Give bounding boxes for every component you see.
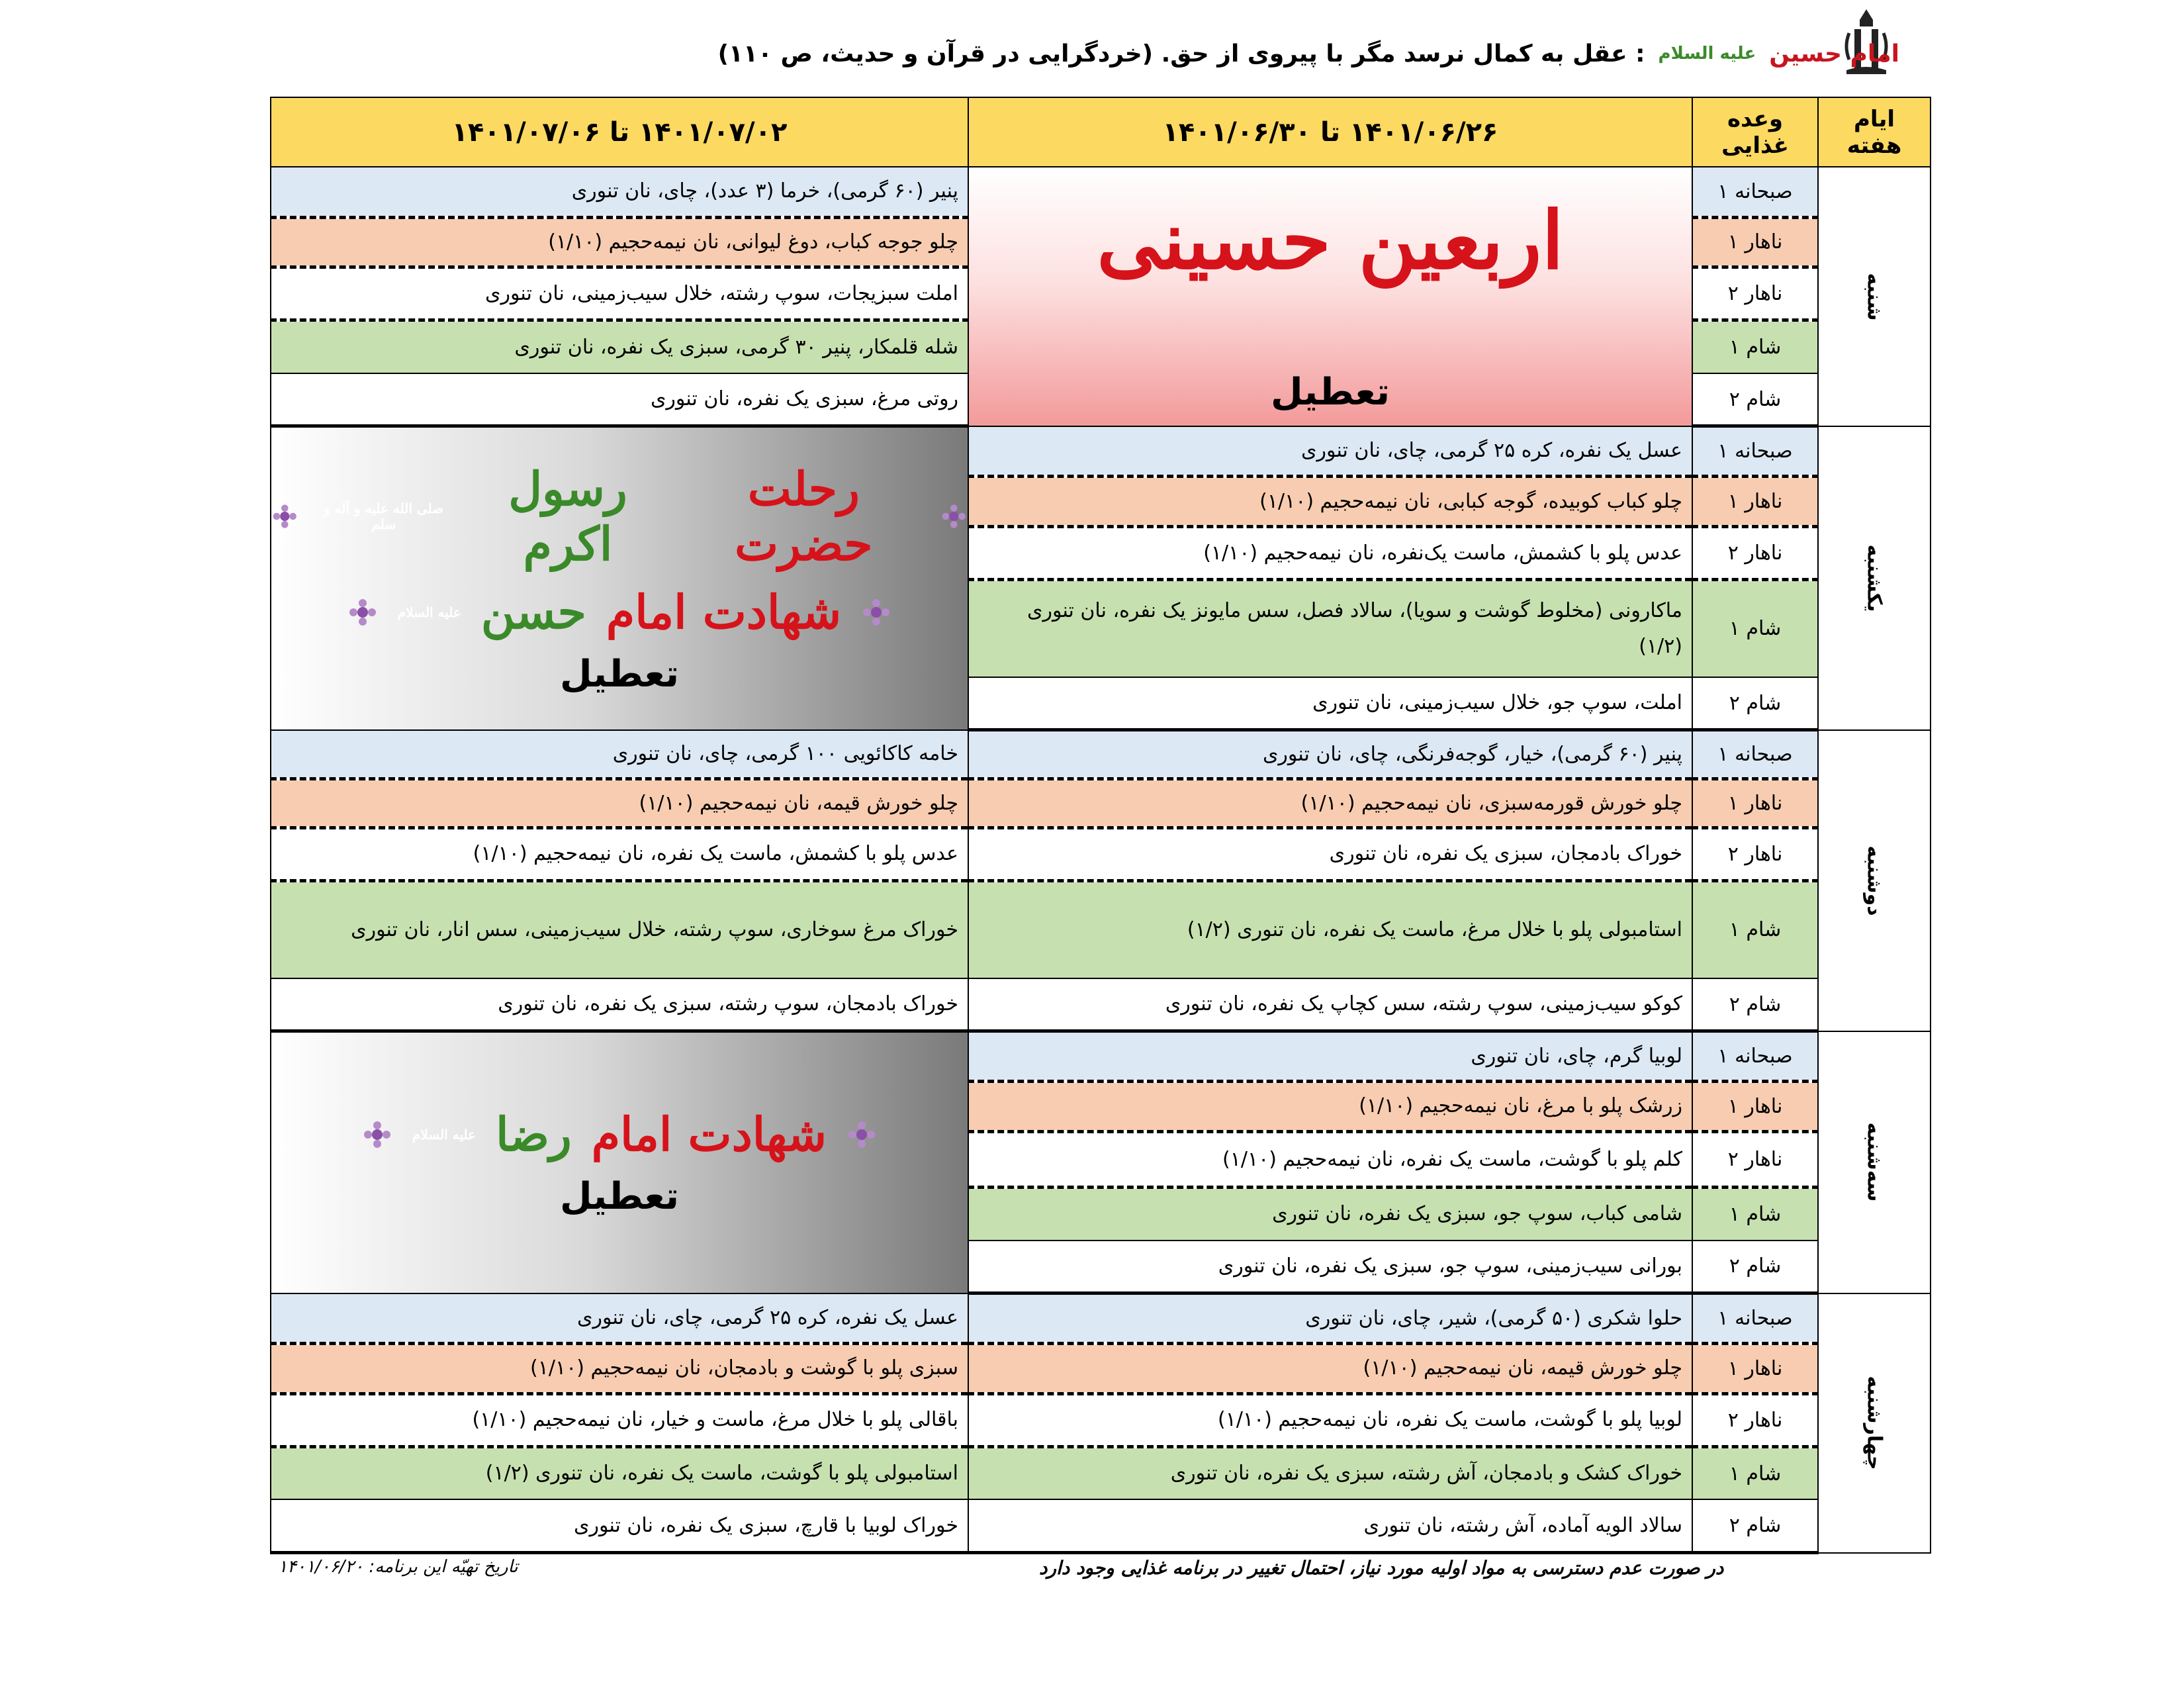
page-header [717, 24, 1899, 83]
day-cell-sunday: یکشنبه [1818, 426, 1931, 730]
holiday-status: تعطیل [559, 1175, 680, 1219]
table-row [271, 1446, 1931, 1499]
table-header-row [271, 97, 1931, 167]
table-row [271, 426, 1931, 477]
menu-cell: کوکو سیب‌زمینی، سوپ رشته، سس کچاپ یک نفره، نان تنوری [968, 978, 1692, 1031]
menu-cell: سالاد الویه آماده، آش رشته، نان تنوری [968, 1499, 1692, 1552]
table-row [271, 1031, 1931, 1082]
menu-cell: چلو جوجه کباب، دوغ لیوانی، نان نیمه‌حجیم (۱/۱۰) [271, 217, 968, 267]
menu-cell: استامبولی پلو با گوشت، ماست یک نفره، نان تنوری (۱/۲) [271, 1446, 968, 1499]
hasan-line [347, 585, 891, 639]
meal-label: صبحانه ۱ [1692, 167, 1818, 217]
menu-cell: عسل یک نفره، کره ۲۵ گرمی، چای، نان تنوری [968, 426, 1692, 477]
menu-cell: زرشک پلو با مرغ، نان نیمه‌حجیم (۱/۱۰) [968, 1082, 1692, 1132]
meal-label: شام ۱ [1692, 1446, 1818, 1499]
menu-cell: عسل یک نفره، کره ۲۵ گرمی، چای، نان تنوری [271, 1293, 968, 1344]
menu-cell: خوراک بادمجان، سبزی یک نفره، نان تنوری [968, 827, 1692, 880]
table-row [271, 827, 1931, 880]
prophet-line [271, 461, 968, 571]
table-row [271, 1393, 1931, 1446]
menu-cell: کلم پلو با گوشت، ماست یک نفره، نان نیمه‌حجیم (۱/۱۰) [968, 1131, 1692, 1187]
table-row [271, 1343, 1931, 1393]
holiday-status: تعطیل [1270, 370, 1390, 414]
table-row [271, 779, 1931, 828]
reza-text-2: رضا [496, 1107, 572, 1162]
meal-label: ناهار ۱ [1692, 1082, 1818, 1132]
weekly-food-menu-table [270, 97, 1931, 1554]
table-row [271, 730, 1931, 779]
menu-cell: شله قلمکار، پنیر ۳۰ گرمی، سبزی یک نفره، نان تنوری [271, 320, 968, 373]
day-cell-monday: دوشنبه [1818, 730, 1931, 1031]
menu-cell: چلو خورش قیمه، نان نیمه‌حجیم (۱/۱۰) [968, 1343, 1692, 1393]
menu-cell: خوراک کشک و بادمجان، آش رشته، سبزی یک نفره، نان تنوری [968, 1446, 1692, 1499]
meal-label: شام ۲ [1692, 1499, 1818, 1552]
holiday-status: تعطیل [559, 653, 680, 696]
prophet-text-2: رسول اکرم [508, 461, 627, 572]
col-meal-header: وعده غذایی [1692, 97, 1818, 167]
menu-cell: حلوا شکری (۵۰ گرمی)، شیر، چای، نان تنوری [968, 1293, 1692, 1344]
header-quote: : عقل به کمال نرسد مگر با پیروی از حق. (خردگرایی در قرآن و حدیث، ص ۱۱۰) [717, 40, 1645, 68]
week1-range-header: ۱۴۰۱/۰۶/۲۶ تا ۱۴۰۱/۰۶/۳۰ [968, 97, 1692, 167]
table-row [271, 1499, 1931, 1552]
reza-honorific: علیه السلام [412, 1126, 477, 1143]
meal-label: صبحانه ۱ [1692, 1031, 1818, 1082]
flower-ornament-icon [347, 597, 378, 628]
meal-label: ناهار ۲ [1692, 267, 1818, 320]
meal-label: شام ۱ [1692, 320, 1818, 373]
menu-cell: املت، سوپ جو، خلال سیب‌زمینی، نان تنوری [968, 677, 1692, 730]
reza-line [362, 1107, 877, 1162]
meal-label: شام ۲ [1692, 677, 1818, 730]
meal-label: شام ۱ [1692, 880, 1818, 978]
week2-range-header: ۱۴۰۱/۰۷/۰۲ تا ۱۴۰۱/۰۷/۰۶ [271, 97, 968, 167]
table-row [271, 978, 1931, 1031]
meal-label: شام ۲ [1692, 373, 1818, 426]
day-cell-saturday: شنبه [1818, 167, 1931, 426]
menu-cell: عدس پلو با کشمش، ماست یک‌نفره، نان نیمه‌حجیم (۱/۱۰) [968, 527, 1692, 580]
menu-cell: شامی کباب، سوپ جو، سبزی یک نفره، نان تنوری [968, 1188, 1692, 1241]
meal-label: ناهار ۲ [1692, 1393, 1818, 1446]
meal-label: ناهار ۱ [1692, 477, 1818, 527]
reza-text-1: شهادت امام [591, 1107, 827, 1162]
menu-cell: سبزی پلو با گوشت و بادمجان، نان نیمه‌حجیم (۱/۱۰) [271, 1343, 968, 1393]
menu-cell: ماکارونی (مخلوط گوشت و سویا)، سالاد فصل، سس مایونز یک نفره، نان تنوری (۱/۲) [968, 580, 1692, 677]
hasan-text-1: شهادت امام [606, 585, 842, 640]
meal-label: شام ۲ [1692, 978, 1818, 1031]
menu-cell: لوبیا پلو با گوشت، ماست یک نفره، نان نیمه‌حجیم (۱/۱۰) [968, 1393, 1692, 1446]
prophet-hasan-holiday-panel [271, 426, 968, 730]
menu-cell: پنیر (۶۰ گرمی)، خیار، گوجه‌فرنگی، چای، نان تنوری [968, 730, 1692, 779]
prophet-text-1: رحلت حضرت [735, 461, 873, 572]
menu-cell: عدس پلو با کشمش، ماست یک نفره، نان نیمه‌حجیم (۱/۱۰) [271, 827, 968, 880]
table-row [271, 880, 1931, 978]
menu-cell: خامه کاکائویی ۱۰۰ گرمی، چای، نان تنوری [271, 730, 968, 779]
menu-cell: چلو کباب کوبیده، گوجه کبابی، نان نیمه‌حجیم (۱/۱۰) [968, 477, 1692, 527]
day-cell-tuesday: سه‌شنبه [1818, 1031, 1931, 1293]
arbaeen-title: اربعین حسینی [1097, 194, 1564, 288]
menu-cell: لوبیا گرم، چای، نان تنوری [968, 1031, 1692, 1082]
flower-ornament-icon [846, 1119, 877, 1150]
menu-cell: املت سبزیجات، سوپ رشته، خلال سیب‌زمینی، نان تنوری [271, 267, 968, 320]
meal-label: صبحانه ۱ [1692, 1293, 1818, 1344]
meal-label: صبحانه ۱ [1692, 426, 1818, 477]
menu-cell: پنیر (۶۰ گرمی)، خرما (۳ عدد)، چای، نان تنوری [271, 167, 968, 217]
meal-label: شام ۱ [1692, 1188, 1818, 1241]
menu-cell: باقالی پلو با خلال مرغ، ماست و خیار، نان نیمه‌حجیم (۱/۱۰) [271, 1393, 968, 1446]
meal-label: ناهار ۱ [1692, 217, 1818, 267]
arbaeen-holiday-panel [968, 167, 1692, 426]
meal-label: ناهار ۲ [1692, 827, 1818, 880]
menu-cell: چلو خورش قیمه، نان نیمه‌حجیم (۱/۱۰) [271, 779, 968, 828]
col-day-header: ایام هفته [1818, 97, 1931, 167]
footer-prepared-date: تاریخ تهیّه این برنامه: ۱۴۰۱/۰۶/۲۰ [278, 1557, 518, 1577]
hasan-honorific: علیه السلام [397, 604, 461, 620]
menu-cell: روتی مرغ، سبزی یک نفره، نان تنوری [271, 373, 968, 426]
meal-label: صبحانه ۱ [1692, 730, 1818, 779]
footer-note: در صورت عدم دسترسی به مواد اولیه مورد نیاز، احتمال تغییر در برنامه غذایی وجود دارد [1039, 1557, 1724, 1579]
meal-label: ناهار ۲ [1692, 527, 1818, 580]
day-cell-wednesday: چهارشنبه [1818, 1293, 1931, 1553]
hasan-text-2: حسن [480, 585, 586, 640]
reza-holiday-panel [271, 1031, 968, 1293]
meal-label: شام ۲ [1692, 1241, 1818, 1293]
flower-ornament-icon [861, 597, 891, 628]
meal-label: ناهار ۱ [1692, 779, 1818, 828]
flower-ornament-icon [362, 1119, 392, 1150]
table-row [271, 1293, 1931, 1344]
flower-ornament-icon [271, 501, 298, 532]
menu-cell: استامبولی پلو با خلال مرغ، ماست یک نفره، نان تنوری (۱/۲) [968, 880, 1692, 978]
header-honorific: علیه السلام [1658, 44, 1756, 64]
menu-cell: خوراک لوبیا با قارچ، سبزی یک نفره، نان تنوری [271, 1499, 968, 1552]
flower-ornament-icon [940, 501, 968, 532]
meal-label: ناهار ۱ [1692, 1343, 1818, 1393]
meal-label: شام ۱ [1692, 580, 1818, 677]
menu-cell: چلو خورش قورمه‌سبزی، نان نیمه‌حجیم (۱/۱۰) [968, 779, 1692, 828]
menu-cell: بورانی سیب‌زمینی، سوپ جو، سبزی یک نفره، نان تنوری [968, 1241, 1692, 1293]
table-row [271, 167, 1931, 217]
meal-label: ناهار ۲ [1692, 1131, 1818, 1187]
menu-cell: خوراک مرغ سوخاری، سوپ رشته، خلال سیب‌زمینی، سس انار، نان تنوری [271, 880, 968, 978]
prophet-honorific: صلی الله علیه و آله و سلم [324, 500, 444, 533]
menu-cell: خوراک بادمجان، سوپ رشته، سبزی یک نفره، نان تنوری [271, 978, 968, 1031]
header-speaker: امام حسین [1769, 40, 1899, 68]
